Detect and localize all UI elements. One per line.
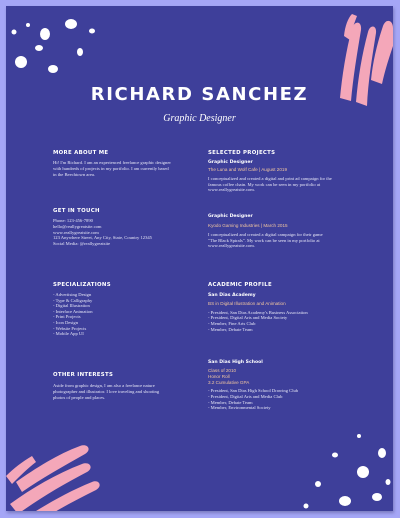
list-item: - Member, Debate Team xyxy=(208,326,253,332)
contact-phone: Phone: 123-456-7890 xyxy=(53,218,93,223)
project-entry xyxy=(208,160,332,193)
list-item: - Print Projects xyxy=(53,314,81,320)
project-entry xyxy=(208,214,332,249)
decorative-dots-bottom-right xyxy=(6,6,393,511)
list-item: - Advertising Design xyxy=(53,292,92,297)
list-item: - President, Digital Arts and Media Society xyxy=(208,315,288,321)
academic-heading: ACADEMIC PROFILE xyxy=(208,282,272,288)
other-interests-section xyxy=(53,372,171,400)
list-item: - Mobile App UI xyxy=(53,331,84,337)
name-heading: RICHARD SANCHEZ xyxy=(90,84,309,105)
contact-address: 123 Anywhere Street, Any City, State, Country 12345 xyxy=(53,235,152,241)
project-title: Graphic Designer xyxy=(208,214,253,219)
about-heading: MORE ABOUT ME xyxy=(53,150,109,156)
about-section xyxy=(53,150,171,177)
contact-website: www.reallygreatsite.com xyxy=(53,229,99,235)
other-interests-text: Aside from graphic design, I am also a freelance nature photographer and illustrator. I love traveling and shooting photos of people and places. xyxy=(53,383,160,400)
list-item: - Website Projects xyxy=(53,325,87,331)
list-item: - Type & Calligraphy xyxy=(53,297,93,303)
list-item: - President, San Dias Academy's Business Association xyxy=(208,309,308,315)
list-item: - Member, Environmental Society xyxy=(208,405,271,411)
school-detail: BS in Digital Illustration and Animation xyxy=(208,301,286,306)
school-detail: 3.2 Cumulative GPA xyxy=(208,379,250,385)
list-item: - Icon Design xyxy=(53,319,79,325)
list-item: - Digital Illustration xyxy=(53,303,90,309)
school-entry xyxy=(208,360,332,411)
list-item: - Member, Debate Team xyxy=(208,399,253,405)
academic-section xyxy=(208,282,332,332)
list-item: - Member, Fine Arts Club xyxy=(208,320,256,326)
projects-section xyxy=(208,150,332,193)
project-description: I conceptualized and created a digital and print ad campaign for the famous coffee chain. My work can be seen in my portfolio at www.reallygreatsite.com. xyxy=(208,175,332,193)
specializations-heading: SPECIALIZATIONS xyxy=(53,282,111,288)
project-description: I conceptualized and created a digital campaign for their game "The Black Spirals". My work can be seen in my portfolio at www.reallygreatsite.com. xyxy=(208,231,323,249)
resume-page xyxy=(6,6,393,511)
project-meta: The Luna and Wolf Cafe | August 2019 xyxy=(208,167,288,172)
school-detail: Honor Roll xyxy=(208,373,230,379)
about-text: Hi! I'm Richard. I am an experienced freelance graphic designer with hundreds of projects in my portfolio. I am currently based in the Beechtown area. xyxy=(53,160,171,177)
job-title: Graphic Designer xyxy=(163,113,236,124)
school-detail: Class of 2010 xyxy=(208,368,237,373)
list-item: - President, San Dias High School Drawing Club xyxy=(208,388,299,394)
specializations-section xyxy=(53,282,171,337)
contact-social: Social Media: @reallygreatsite xyxy=(53,241,111,247)
other-interests-heading: OTHER INTERESTS xyxy=(53,372,114,378)
contact-email: hello@reallygreatsite.com xyxy=(53,223,102,229)
projects-heading: SELECTED PROJECTS xyxy=(208,150,276,156)
school-name: San Dias High School xyxy=(208,360,263,365)
project-title: Graphic Designer xyxy=(208,160,253,165)
list-item: - President, Digital Arts and Media Club xyxy=(208,393,283,399)
contact-section xyxy=(53,208,171,247)
project-meta: Kyodo Gaming Industries | March 2015 xyxy=(208,223,288,228)
school-name: San Dias Academy xyxy=(208,293,256,298)
contact-heading: GET IN TOUCH xyxy=(53,208,100,214)
list-item: - Interface Animation xyxy=(53,308,93,314)
